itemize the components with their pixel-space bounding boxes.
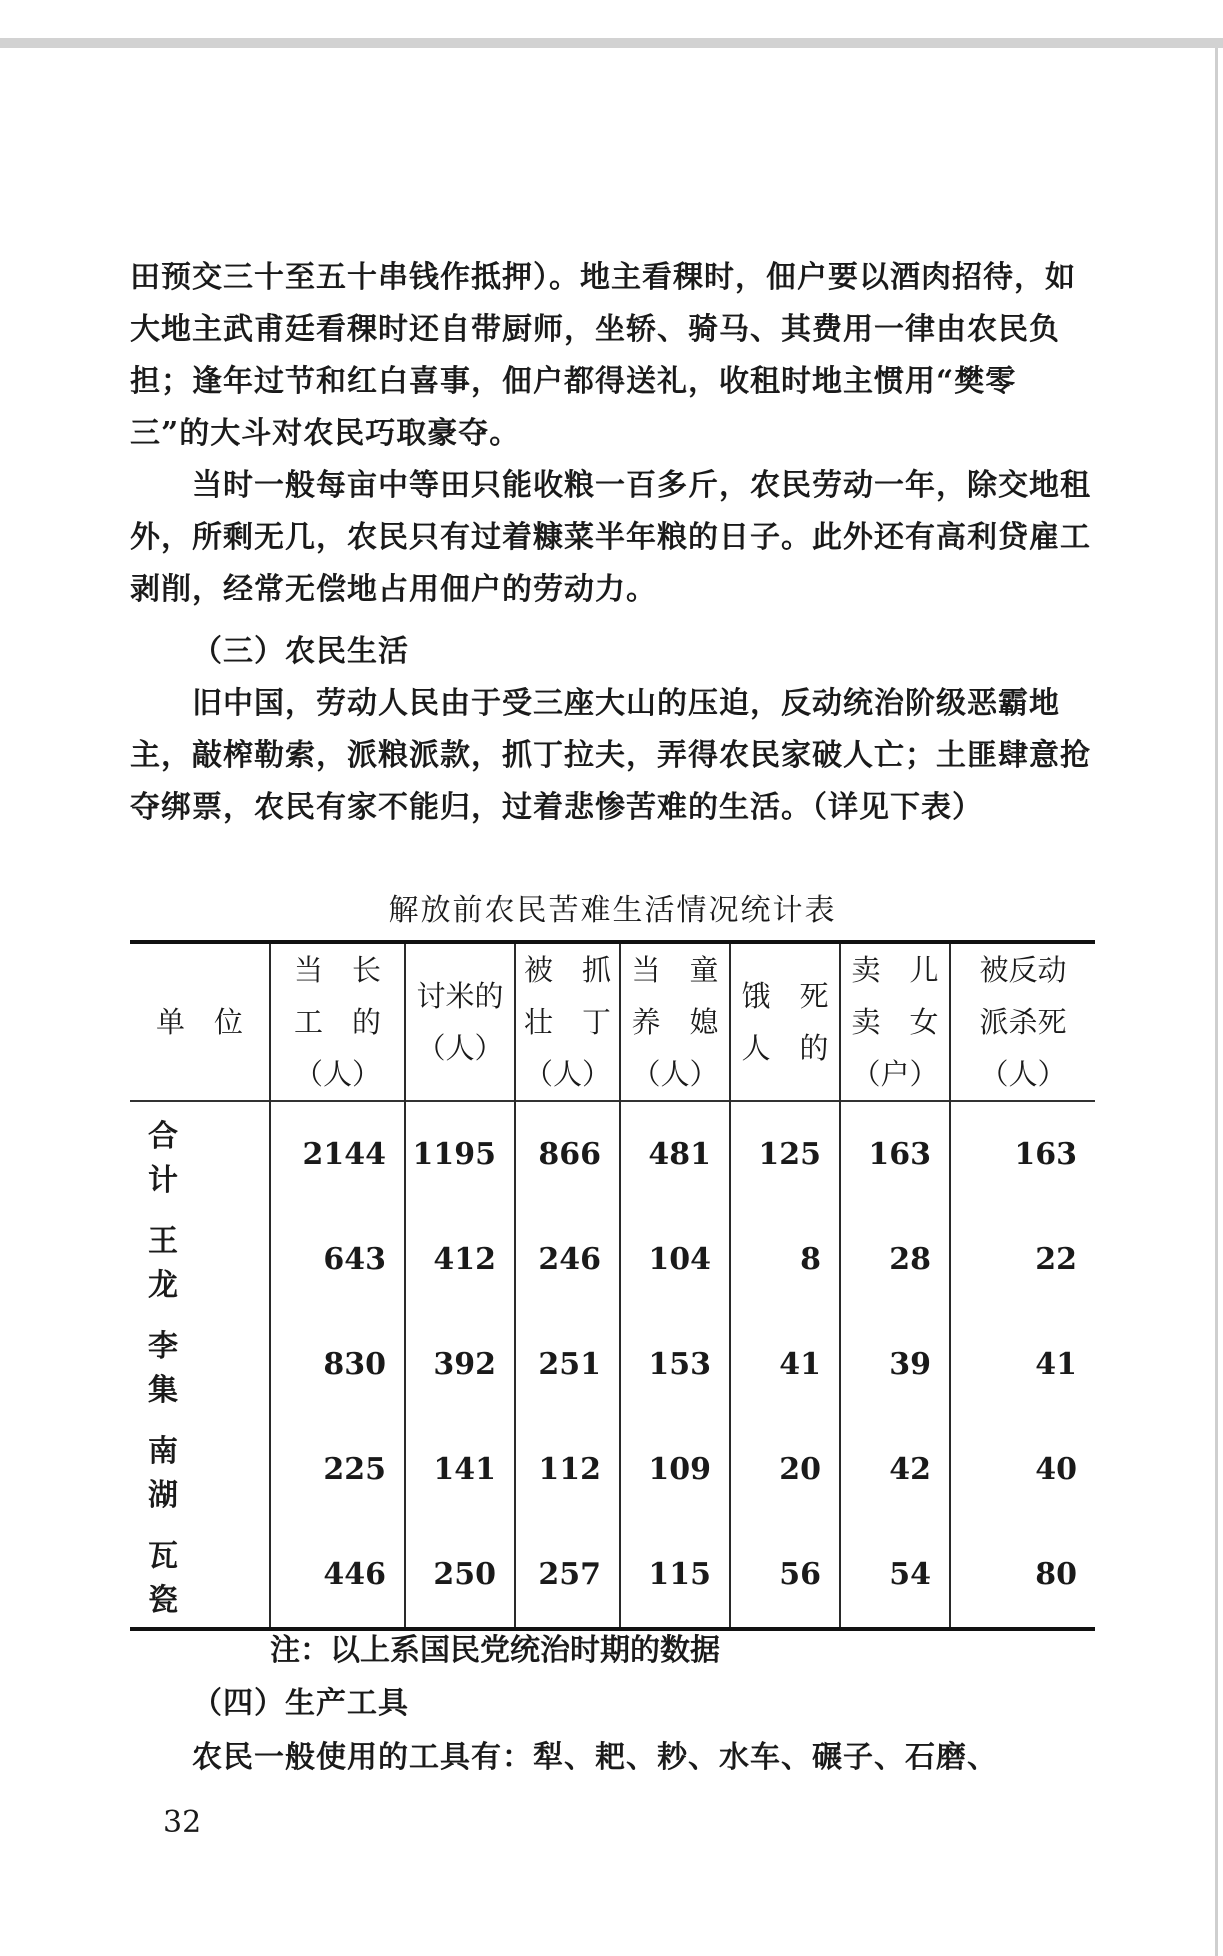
cell: 125 — [730, 1101, 840, 1207]
cell: 115 — [620, 1522, 730, 1629]
cell: 41 — [730, 1312, 840, 1417]
cell: 112 — [515, 1417, 620, 1522]
cell: 246 — [515, 1207, 620, 1312]
page-number: 32 — [163, 1805, 202, 1840]
cell: 163 — [840, 1101, 950, 1207]
header-starved: 饿 死 人 的 — [730, 942, 840, 1101]
paragraph-2: 当时一般每亩中等田只能收粮一百多斤，农民劳动一年，除交地租外，所剩无几，农民只有过着糠菜半年粮的日子。此外还有高利贷雇工剥削，经常无偿地占用佃户的劳动力。 — [130, 468, 1091, 607]
cell: 446 — [270, 1522, 405, 1629]
cell: 1195 — [405, 1101, 515, 1207]
cell: 2144 — [270, 1101, 405, 1207]
statistics-table — [130, 940, 1095, 1631]
cell: 39 — [840, 1312, 950, 1417]
table-row — [130, 1207, 1095, 1312]
table-row — [130, 1417, 1095, 1522]
cell: 250 — [405, 1522, 515, 1629]
cell: 163 — [950, 1101, 1095, 1207]
row-unit: 瓦瓷 — [148, 1538, 200, 1618]
table-header-row — [130, 942, 1095, 1101]
table-row — [130, 1101, 1095, 1207]
cell: 42 — [840, 1417, 950, 1522]
cell: 28 — [840, 1207, 950, 1312]
table-title: 解放前农民苦难生活情况统计表 — [388, 893, 837, 928]
row-unit: 合计 — [148, 1118, 200, 1198]
row-unit: 南湖 — [148, 1433, 200, 1513]
header-beggar: 讨米的 （人） — [405, 942, 515, 1101]
cell: 866 — [515, 1101, 620, 1207]
row-unit: 李集 — [148, 1328, 200, 1408]
page-edge — [1215, 48, 1218, 1956]
cell: 56 — [730, 1522, 840, 1629]
cell: 40 — [950, 1417, 1095, 1522]
header-unit: 单 位 — [155, 1005, 243, 1039]
header-killed: 被反动 派杀死 （人） — [950, 942, 1095, 1101]
table-row — [130, 1522, 1095, 1629]
top-scroll-bar — [0, 38, 1223, 48]
cell: 22 — [950, 1207, 1095, 1312]
section-heading-4: （四）生产工具 — [192, 1686, 409, 1721]
cell: 392 — [405, 1312, 515, 1417]
section-heading-3: （三）农民生活 — [192, 634, 409, 669]
paragraph-4: 农民一般使用的工具有：犁、耙、耖、水车、碾子、石磨、 — [192, 1740, 998, 1775]
cell: 8 — [730, 1207, 840, 1312]
cell: 20 — [730, 1417, 840, 1522]
cell: 412 — [405, 1207, 515, 1312]
cell: 54 — [840, 1522, 950, 1629]
cell: 109 — [620, 1417, 730, 1522]
header-child-bride: 当 童 养 媳 （人） — [620, 942, 730, 1101]
paragraph-1: 田预交三十至五十串钱作抵押）。地主看稞时，佃户要以酒肉招待，如大地主武甫廷看稞时还自带厨师，坐轿、骑马、其费用一律由农民负担；逢年过节和红白喜事，佃户都得送礼，收租时地主惯用“樊零三”的大斗对农民巧取豪夺。 — [130, 260, 1076, 451]
cell: 225 — [270, 1417, 405, 1522]
row-unit: 王龙 — [148, 1223, 200, 1303]
header-sold-children: 卖 儿 卖 女 （户） — [840, 942, 950, 1101]
cell: 141 — [405, 1417, 515, 1522]
paragraph-3: 旧中国，劳动人民由于受三座大山的压迫，反动统治阶级恶霸地主，敲榨勒索，派粮派款，抓丁拉夫，弄得农民家破人亡；土匪肆意抢夺绑票，农民有家不能归，过着悲惨苦难的生活。（详见下表） — [130, 686, 1091, 825]
cell: 251 — [515, 1312, 620, 1417]
cell: 481 — [620, 1101, 730, 1207]
table-row — [130, 1312, 1095, 1417]
cell: 104 — [620, 1207, 730, 1312]
cell: 643 — [270, 1207, 405, 1312]
header-conscripted: 被 抓 壮 丁 （人） — [515, 942, 620, 1101]
cell: 80 — [950, 1522, 1095, 1629]
cell: 257 — [515, 1522, 620, 1629]
cell: 830 — [270, 1312, 405, 1417]
header-long-term-worker: 当 长 工 的 （人） — [270, 942, 405, 1101]
cell: 41 — [950, 1312, 1095, 1417]
cell: 153 — [620, 1312, 730, 1417]
table-note: 注：以上系国民党统治时期的数据 — [270, 1633, 720, 1668]
